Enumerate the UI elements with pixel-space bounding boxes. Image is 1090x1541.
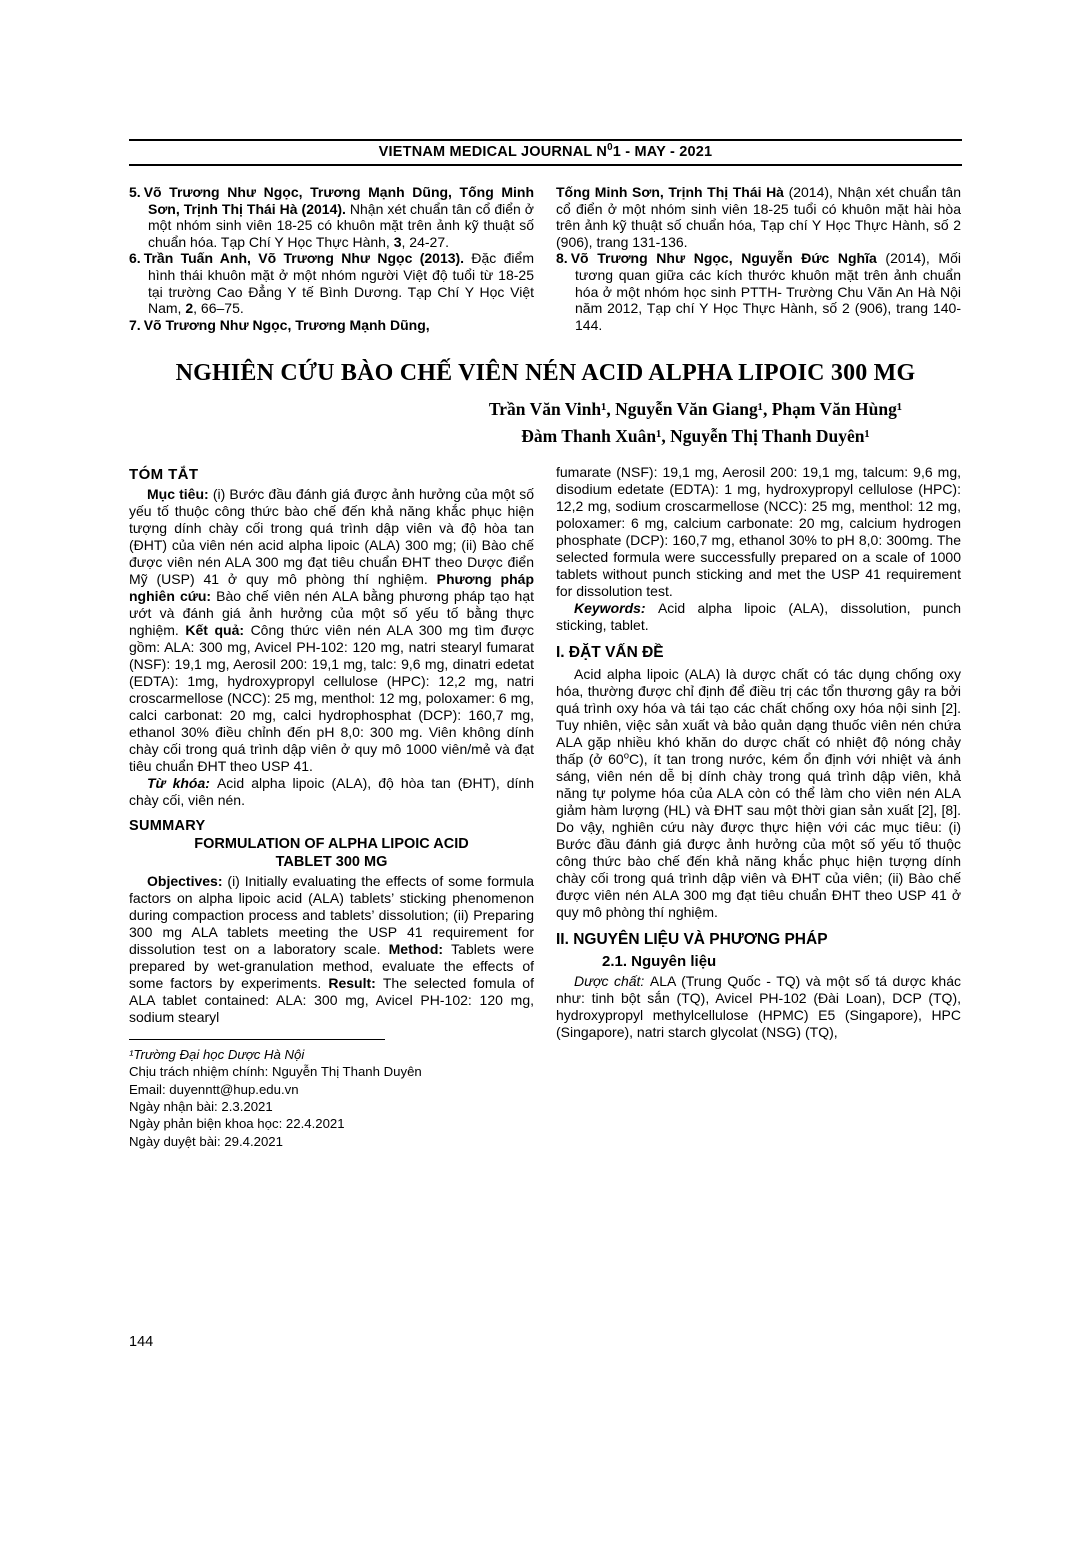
summary-continuation-paragraph: fumarate (NSF): 19,1 mg, Aerosil 200: 19,1 mg, talcum: 9,6 mg, disodium edetate (EDTA): 1 mg, hydroxypropyl cellulose (HPC): 12,2 mg, sodium croscarmellose (NCC): 25 mg, menthol: 12 mg, poloxamer: 6 mg, calcium carbonate: 20 mg, calcium hydrogen phosphate (DCP): 160,7 mg, ethanol 30% to pH 8,0: 300mg. The selected formula were successfully prepared on a scale of 1000 tablets without punch sticking and met the USP 41 requirement for dissolution test. [556, 463, 961, 599]
references-section [129, 184, 962, 333]
section-1-paragraph: Acid alpha lipoic (ALA) là dược chất có tác dụng chống oxy hóa, thường được chỉ định để điều trị các tổn thương gây ra bởi quá trình oxy hóa và tái tạo các chất chống oxy hóa nội sinh [2]. Tuy nhiên, việc sản xuất và bảo quản dạng thuốc viên nén chứa ALA gặp nhiều khó khăn do dược chất có nhiệt độ nóng chảy thấp (ở 60$^o$C), ít tan trong nước, kém ổn định với nhiệt và ánh sáng, viên nén dễ bị dính chày trong quá trình dập viên, khả năng tự polyme hóa của ALA còn có thể làm cho viên nén ALA giảm hàm lượng (HL) và ĐHT sau một thời gian sản xuất [2], [8]. Do vậy, nghiên cứu này được thực hiện với các mục tiêu: (i) Bước đầu đánh giá được ảnh hưởng của một số yếu tố thuộc công thức bào chế đến khả năng khắc phục hiện tượng dính chày cối trong quá trình dập viên và ĐHT của viên; (ii) Bào chế được viên nén ALA 300 mg đạt tiêu chuẩn ĐHT theo USP 41 ở quy mô phòng thí nghiệm. [556, 665, 961, 920]
section-1-heading: I. ĐẶT VẤN ĐỀ [556, 643, 664, 661]
journal-header [129, 139, 962, 166]
footnote-divider [129, 1039, 385, 1040]
section-2-1-paragraph: Dược chất: ALA (Trung Quốc - TQ) và một số tá dược khác như: tinh bột sắn (TQ), Avicel PH-102 (Đài Loan), DCP (TQ), hydroxypropyl methylcellulose (HPMC) E5 (Singapore), HPC (Singapore), natri starch glycolat (NSG) (TQ), [556, 972, 961, 1040]
article-body [129, 464, 962, 1150]
page-content [129, 139, 962, 1150]
abstract-keywords: Từ khóa: Acid alpha lipoic (ALA), độ hòa tan (ĐHT), dính chày cối, viên nén. [129, 774, 534, 808]
reference-number: 6. [129, 250, 141, 267]
abstract-heading: TÓM TẮT [129, 465, 199, 483]
reference-text: Võ Trương Như Ngọc, Trương Mạnh Dũng, Tống Minh Sơn, Trịnh Thị Thái Hà (2014). Nhận xét chuẩn tân cổ điển ở một nhóm sinh viên 18-25 có khuôn mặt trên ảnh kỹ thuật số chuẩn hóa. Tạp Chí Y Học Thực Hành, 3, 24-27. [143, 184, 534, 250]
footnote-line-email: Email: duyenntt@hup.edu.vn [129, 1081, 299, 1097]
reference-number: 7. [129, 316, 141, 333]
page-number: 144 [129, 1334, 154, 1350]
article-title: NGHIÊN CỨU BÀO CHẾ VIÊN NÉN ACID ALPHA LIPOIC 300 MG [175, 360, 916, 387]
reference-text: Trần Tuấn Anh, Võ Trương Như Ngọc (2013). Đặc điểm hình thái khuôn mặt ở một nhóm người Việt độ tuổi từ 18-25 tại trường Cao Đẳng Y tế Bình Dương. Tạp Chí Y Học Việt Nam, 2, 66–75. [143, 250, 534, 317]
footnote-line-accepted-date: Ngày duyệt bài: 29.4.2021 [129, 1133, 283, 1149]
reference-number: 5. [129, 184, 141, 200]
body-left-column [129, 464, 534, 1150]
reference-text: Võ Trương Như Ngọc, Trương Mạnh Dũng, [143, 316, 430, 333]
summary-subheading-line-2: TABLET 300 MG [275, 853, 388, 870]
footnote-line-received-date: Ngày nhận bài: 2.3.2021 [129, 1099, 273, 1115]
authors-block [129, 396, 962, 449]
references-left-column [129, 184, 534, 333]
summary-paragraph: Objectives: (i) Initially evaluating the effects of some formula factors on alpha lipoic acid (ALA) tablets’ sticking phenomenon during compaction process and tablets’ dissolution; (ii) Preparing 300 mg ALA tablets meeting the USP 41 requirement for dissolution test on a laboratory scale. Method: Tablets were prepared by wet-granulation method, evaluate the effects of some factors by experiments. Result: The selected fomula of ALA tablet contained: ALA: 300 mg, Avicel PH-102: 120 mg, sodium stearyl [129, 872, 534, 1025]
reference-item-6 [129, 250, 534, 316]
reference-text: Tống Minh Sơn, Trịnh Thị Thái Hà (2014), Nhận xét chuẩn tân cổ điển ở một nhóm sinh viên 18-25 tuổi có khuôn mặt hài hòa trên ảnh kỹ thuật số chuẩn hóa, Tạp chí Y Học Thực Hành, số 2 (906), trang 131-136. [556, 184, 962, 250]
abstract-paragraph: Mục tiêu: (i) Bước đầu đánh giá được ảnh hưởng của một số yếu tố thuộc công thức bào chế đến khả năng khắc phục hiện tượng dính chày cối trong quá trình dập viên và độ hòa tan (ĐHT) của viên nén acid alpha lipoic (ALA) 300 mg; (ii) Bào chế được viên nén ALA 300 mg đạt tiêu chuẩn ĐHT theo Dược điển Mỹ (USP) 41 ở quy mô phòng thí nghiệm. Phương pháp nghiên cứu: Bào chế viên nén ALA bằng phương pháp tạo hạt ướt và đánh giá ảnh hưởng của một số yếu tố bằng thực nghiệm. Kết quả: Công thức viên nén ALA 300 mg tìm được gồm: ALA: 300 mg, Avicel PH-102: 120 mg, natri stearyl fumarat (NSF): 19,1 mg, Aerosil 200: 19,1 mg, talc: 9,6 mg, dinatri edetat (EDTA): 1mg, hydroxypropyl cellulose (HPC): 12,2 mg, natri croscarmellose (NCC): 25 mg, menthol: 12 mg, poloxamer: 6 mg, calci carbonat: 20 mg, calci hydrophosphat (DCP): 160,7 mg, ethanol 30% điều chỉnh đến pH 8,0: 300 mg. Viên không dính chày cối trong quá trình dập viên ở quy mô 1000 viên/mẻ và đạt tiêu chuẩn ĐHT theo USP 41. [129, 485, 534, 774]
summary-keywords: Keywords: Acid alpha lipoic (ALA), dissolution, punch sticking, tablet. [556, 599, 961, 633]
reference-item-5 [129, 184, 534, 250]
summary-subheading [129, 835, 534, 871]
reference-item-8 [556, 250, 961, 333]
reference-item-7-continuation [556, 184, 961, 250]
reference-text: Võ Trương Như Ngọc, Nguyễn Đức Nghĩa (2014), Mối tương quan giữa các kích thước khuôn mặt trên ảnh chuẩn hóa ở một nhóm học sinh PTTH- Trường Chu Văn An Hà Nội năm 2012, Tạp chí Y Học Thực Hành, số 2 (906), trang 140-144. [570, 250, 961, 333]
footnote-block [129, 1039, 534, 1150]
section-2-1-subheading: 2.1. Nguyên liệu [602, 952, 717, 970]
footnote-line-review-date: Ngày phản biện khoa học: 22.4.2021 [129, 1116, 345, 1132]
journal-header-title: VIETNAM MEDICAL JOURNAL $N^01$ - MAY - 2021 [378, 142, 713, 160]
section-2-heading: II. NGUYÊN LIỆU VÀ PHƯƠNG PHÁP [556, 930, 828, 948]
summary-heading: SUMMARY [129, 817, 206, 834]
footnote-line-corresponding-author: Chịu trách nhiệm chính: Nguyễn Thị Thanh Duyên [129, 1064, 422, 1080]
reference-item-7 [129, 317, 534, 334]
body-right-column [556, 464, 961, 1150]
references-right-column [556, 184, 961, 333]
reference-number: 8. [556, 250, 568, 267]
footnote-affiliation: ¹Trường Đại học Dược Hà Nội [129, 1046, 305, 1062]
authors-line-2: Đàm Thanh Xuân¹, Nguyễn Thị Thanh Duyên¹ [521, 425, 870, 446]
authors-line-1: Trần Văn Vinh¹, Nguyễn Văn Giang¹, Phạm Văn Hùng¹ [488, 399, 903, 420]
summary-subheading-line-1: FORMULATION OF ALPHA LIPOIC ACID [194, 835, 469, 852]
